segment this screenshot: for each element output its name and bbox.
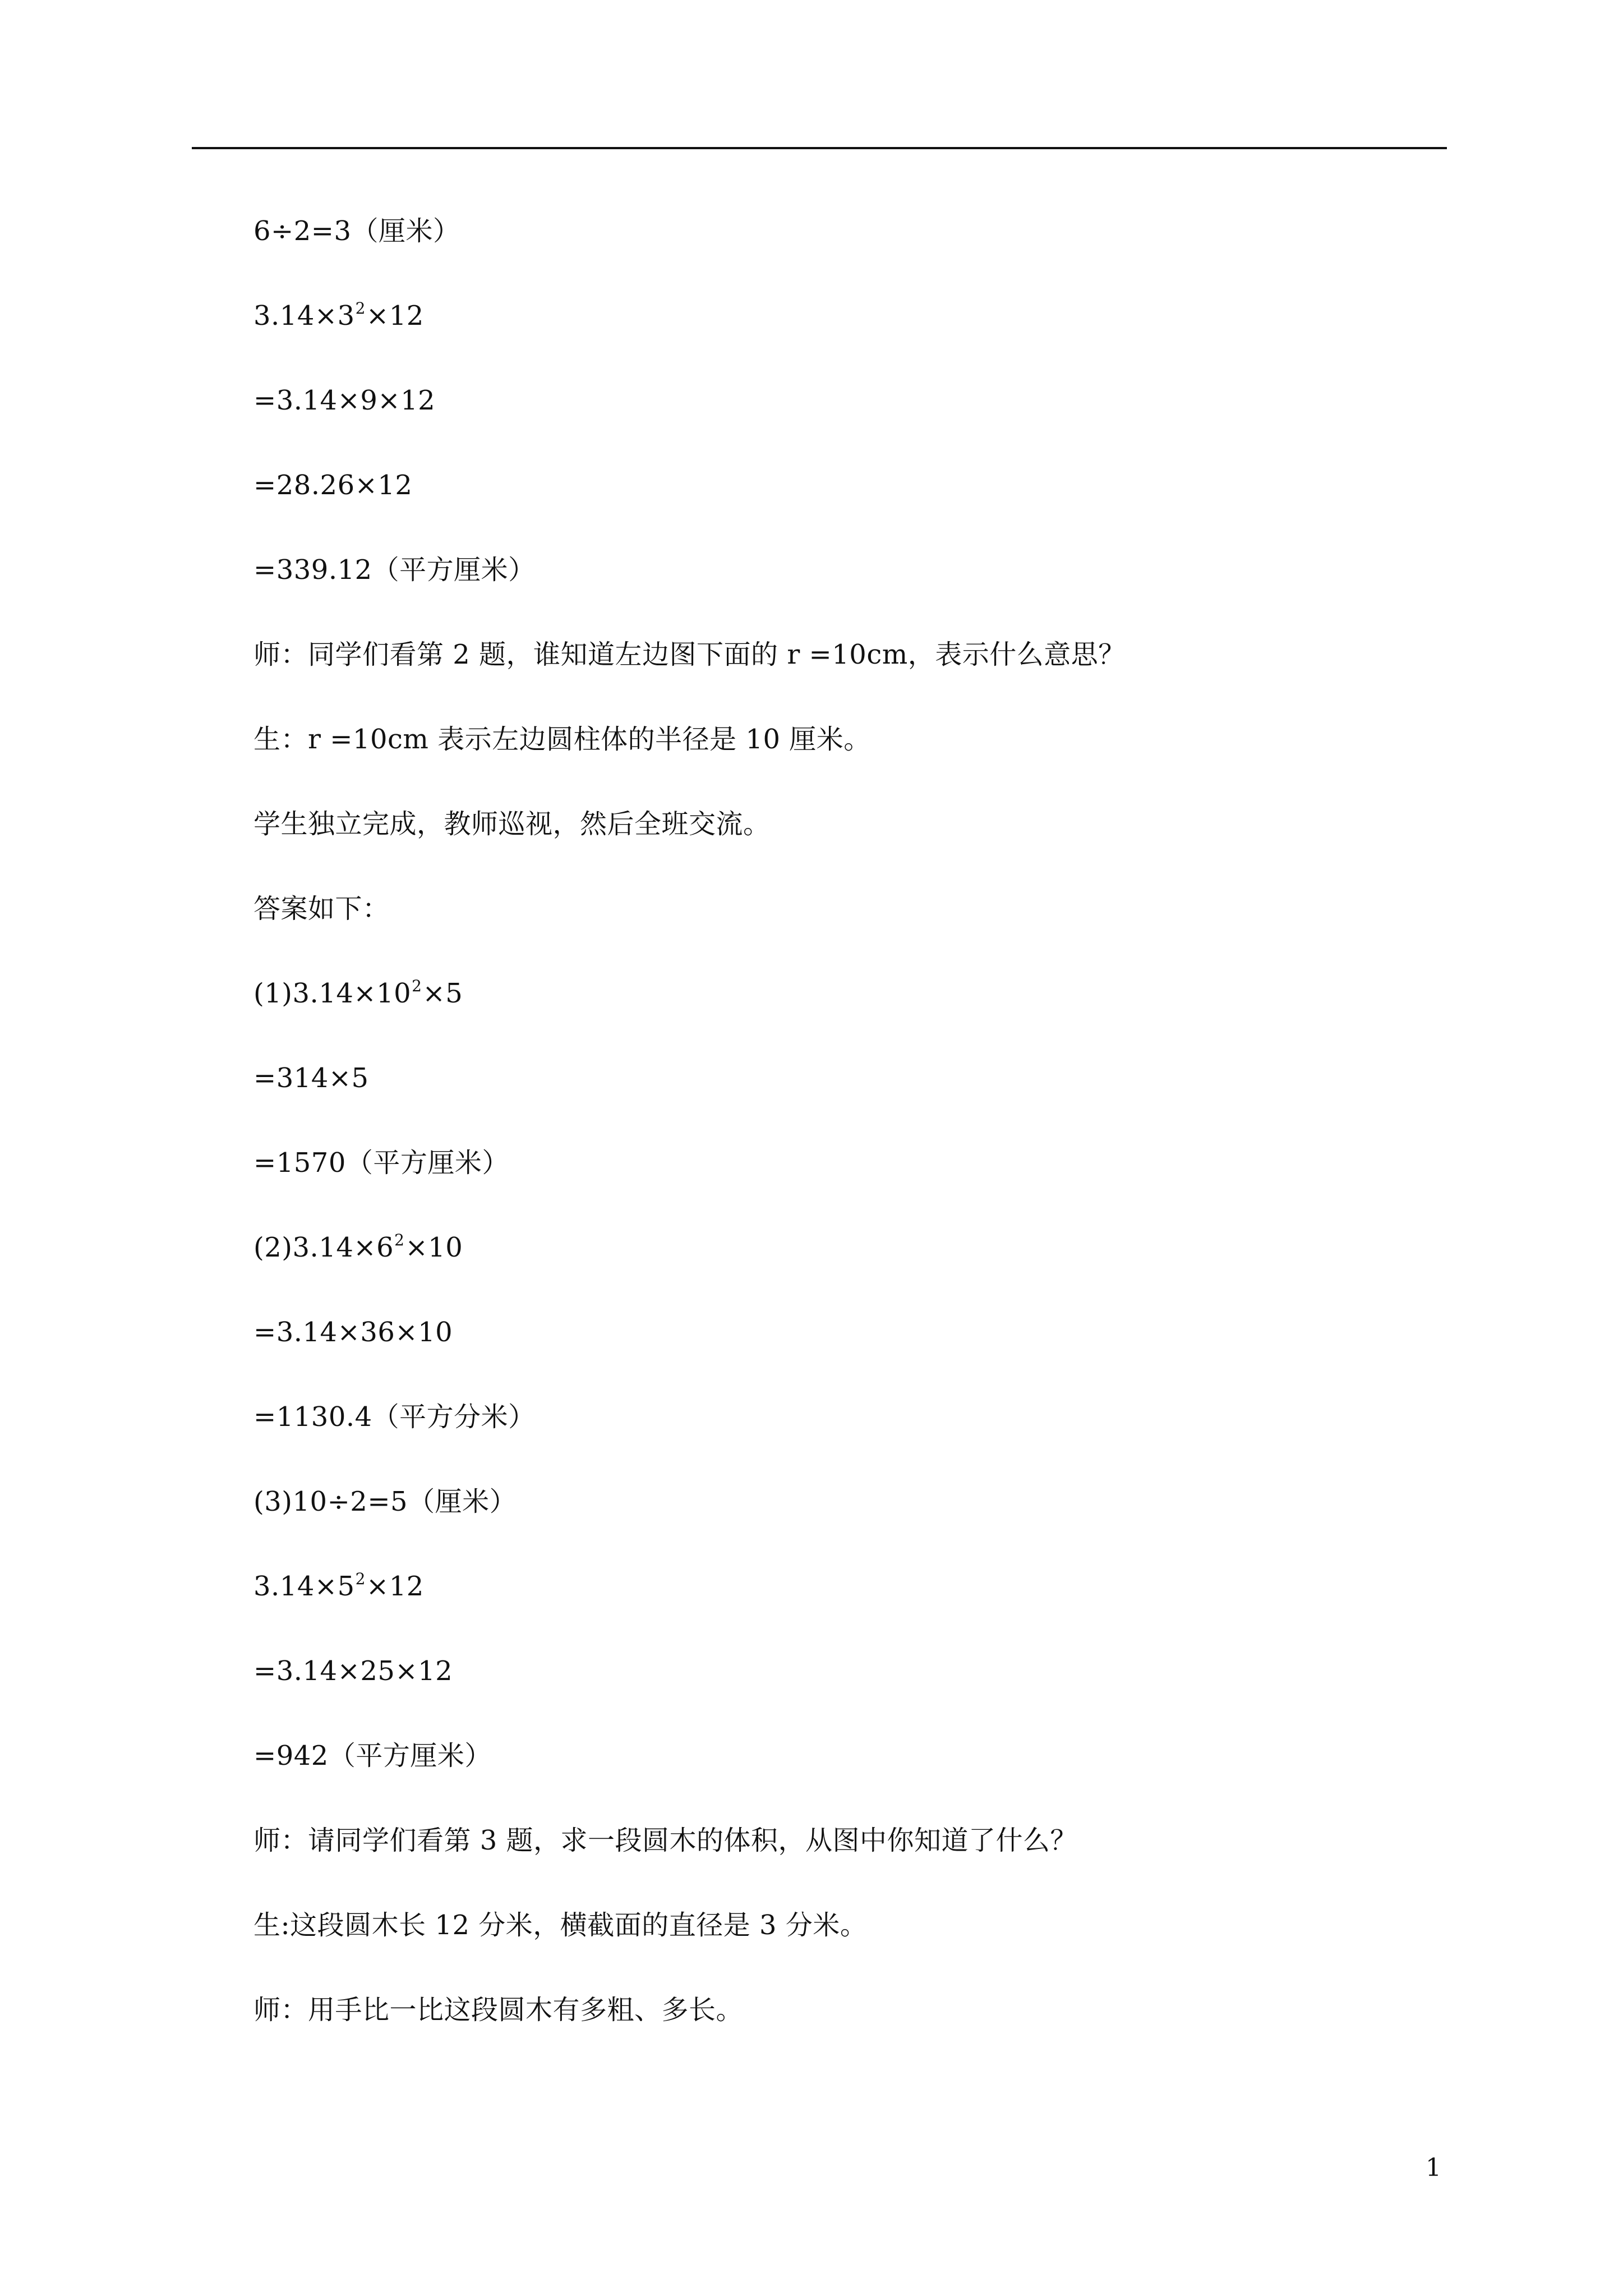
text-line: 答案如下： [253,893,390,924]
expression-part: (1)3.14×10 [253,978,412,1009]
expression-part: ×12 [366,300,424,332]
text-line: 师：用手比一比这段圆木有多粗、多长。 [253,1994,744,2026]
text-line: 学生独立完成，教师巡视，然后全班交流。 [253,808,771,840]
text-line: =3.14×36×10 [253,1317,453,1348]
math-line [253,977,463,1014]
text-line: =314×5 [253,1062,369,1094]
text-line: =28.26×12 [253,470,413,501]
math-line [253,299,424,337]
text-line: =1570（平方厘米） [253,1147,509,1179]
expression-part: 3.14×3 [253,300,355,332]
text-line: =3.14×9×12 [253,385,436,416]
text-line: =339.12（平方厘米） [253,554,536,586]
text-line: =3.14×25×12 [253,1655,453,1687]
expression-part: 3.14×5 [253,1571,355,1602]
text-line: (3)10÷2=5（厘米） [253,1486,517,1517]
text-line: 生：r =10cm 表示左边圆柱体的半径是 10 厘米。 [253,724,871,755]
exponent: 2 [394,1231,405,1249]
text-line: 师：请同学们看第 3 题，求一段圆木的体积，从图中你知道了什么？ [253,1825,1078,1856]
expression-part: (2)3.14×6 [253,1232,394,1263]
expression-part: ×5 [422,978,463,1009]
text-line: 师：同学们看第 2 题，谁知道左边图下面的 r =10cm，表示什么意思？ [253,639,1126,670]
exponent: 2 [355,1570,366,1588]
text-line: 生:这段圆木长 12 分米，横截面的直径是 3 分米。 [253,1910,868,1941]
math-line [253,1570,424,1607]
header-rule [192,147,1447,149]
math-line [253,1231,463,1268]
text-line: =1130.4（平方分米） [253,1401,536,1433]
page-number: 1 [1426,2154,1441,2182]
expression-part: ×12 [366,1571,424,1602]
exponent: 2 [355,299,366,318]
text-line: 6÷2=3（厘米） [253,215,460,247]
expression-part: ×10 [405,1232,463,1263]
text-line: =942（平方厘米） [253,1740,492,1772]
exponent: 2 [412,977,422,995]
